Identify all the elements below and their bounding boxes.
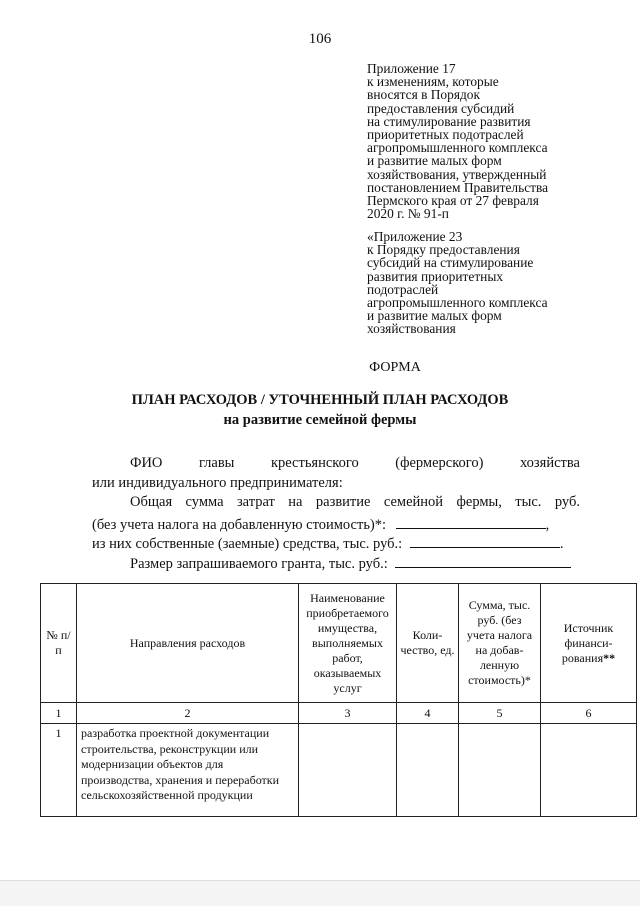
- total-word: руб.: [554, 494, 580, 510]
- appendix-17-line: Пермского края от 27 февраля: [367, 193, 539, 209]
- document-title: ПЛАН РАСХОДОВ / УТОЧНЕННЫЙ ПЛАН РАСХОДОВ: [131, 392, 509, 408]
- own-funds-line: [92, 533, 563, 553]
- appendix-23-block: [367, 230, 612, 336]
- total-cost-line: [130, 494, 580, 511]
- appendix-17-line: 2020 г. № 91-п: [367, 206, 449, 222]
- total-cost-end: ,: [545, 517, 550, 533]
- appendix-23-line: развития приоритетных: [367, 268, 504, 284]
- fio-word: хозяйства: [519, 455, 580, 471]
- row-quantity-cell[interactable]: [397, 724, 459, 817]
- appendix-23-line: субсидий на стимулирование: [367, 255, 534, 271]
- header-item-name: Наименование приобретаемого имущества, выполняемых работ, оказываемых услуг: [299, 584, 397, 703]
- form-label: ФОРМА: [369, 360, 421, 375]
- total-word: фермы,: [456, 494, 502, 510]
- total-word: на: [288, 494, 303, 510]
- expense-plan-table: [40, 583, 637, 817]
- total-cost-blank[interactable]: [396, 514, 546, 529]
- total-word: тыс.: [515, 494, 542, 510]
- header-funding-source-text: Источник финанси-рования: [561, 620, 614, 665]
- appendix-17-line: Приложение 17: [367, 61, 456, 76]
- appendix-17-line: приоритетных подотраслей: [367, 127, 524, 143]
- appendix-23-line: «Приложение 23: [367, 229, 463, 244]
- row-number: 1: [41, 724, 77, 817]
- appendix-23-line: подотраслей: [367, 281, 439, 297]
- column-number: 3: [299, 703, 397, 724]
- appendix-23-line: к Порядку предоставления: [367, 242, 520, 258]
- fio-word: крестьянского: [270, 455, 359, 471]
- document-subtitle: на развитие семейной фермы: [223, 412, 417, 428]
- total-cost-line-2: [92, 514, 549, 534]
- column-number: 2: [77, 703, 299, 724]
- header-quantity: Коли-чество, ед.: [397, 584, 459, 703]
- header-funding-source: [541, 584, 637, 703]
- row-item-name-cell[interactable]: [299, 724, 397, 817]
- appendix-23-line: хозяйствования: [367, 321, 456, 337]
- appendix-17-line: агропромышленного комплекса: [367, 140, 548, 156]
- column-number: 6: [541, 703, 637, 724]
- own-funds-blank[interactable]: [410, 533, 560, 548]
- total-word: развитие: [315, 494, 371, 510]
- appendix-23-line: и развитие малых форм: [367, 308, 502, 324]
- own-funds-label: из них собственные (заемные) средства, тыс. руб.:: [92, 536, 403, 552]
- appendix-17-line: к изменениям, которые: [367, 74, 499, 90]
- fio-line: [130, 455, 580, 472]
- row-direction: разработка проектной документации строительства, реконструкции или модернизации объектов для производства, хранения и переработки сельскохозяйственной продукции: [77, 724, 299, 817]
- grant-size-blank[interactable]: [395, 553, 571, 568]
- column-number: 4: [397, 703, 459, 724]
- fio-word: главы: [198, 455, 235, 471]
- own-funds-end: .: [559, 536, 564, 552]
- fio-word: (фермерского): [395, 455, 484, 471]
- grant-size-label: Размер запрашиваемого гранта, тыс. руб.:: [130, 556, 388, 572]
- header-direction: Направления расходов: [77, 584, 299, 703]
- total-word: затрат: [236, 494, 275, 510]
- row-amount-cell[interactable]: [459, 724, 541, 817]
- header-funding-stars: **: [603, 650, 616, 665]
- column-number-row: [41, 703, 637, 724]
- appendix-17-line: хозяйствования, утвержденный: [367, 166, 547, 182]
- column-number: 1: [41, 703, 77, 724]
- total-word: сумма: [185, 494, 224, 510]
- row-source-cell[interactable]: [541, 724, 637, 817]
- table-row: [41, 724, 637, 817]
- fio-word: ФИО: [130, 455, 163, 471]
- table-header-row: [41, 584, 637, 703]
- total-cost-label: (без учета налога на добавленную стоимость)*:: [92, 517, 387, 533]
- appendix-17-line: постановлением Правительства: [367, 179, 549, 195]
- grant-size-line: [130, 553, 571, 573]
- total-word: Общая: [130, 494, 173, 510]
- appendix-17-block: [367, 62, 612, 220]
- appendix-17-line: вносятся в Порядок: [367, 87, 480, 103]
- header-number: № п/п: [41, 584, 77, 703]
- header-amount: Сумма, тыс. руб. (без учета налога на добав-ленную стоимость)*: [459, 584, 541, 703]
- page-number: 106: [308, 31, 332, 47]
- appendix-17-line: и развитие малых форм: [367, 153, 502, 169]
- column-number: 5: [459, 703, 541, 724]
- appendix-23-line: агропромышленного комплекса: [367, 295, 548, 311]
- fio-line-2: или индивидуального предпринимателя:: [92, 475, 343, 491]
- appendix-17-line: на стимулирование развития: [367, 113, 531, 129]
- page-bottom-strip: [0, 880, 640, 906]
- appendix-17-line: предоставления субсидий: [367, 100, 515, 116]
- total-word: семейной: [383, 494, 444, 510]
